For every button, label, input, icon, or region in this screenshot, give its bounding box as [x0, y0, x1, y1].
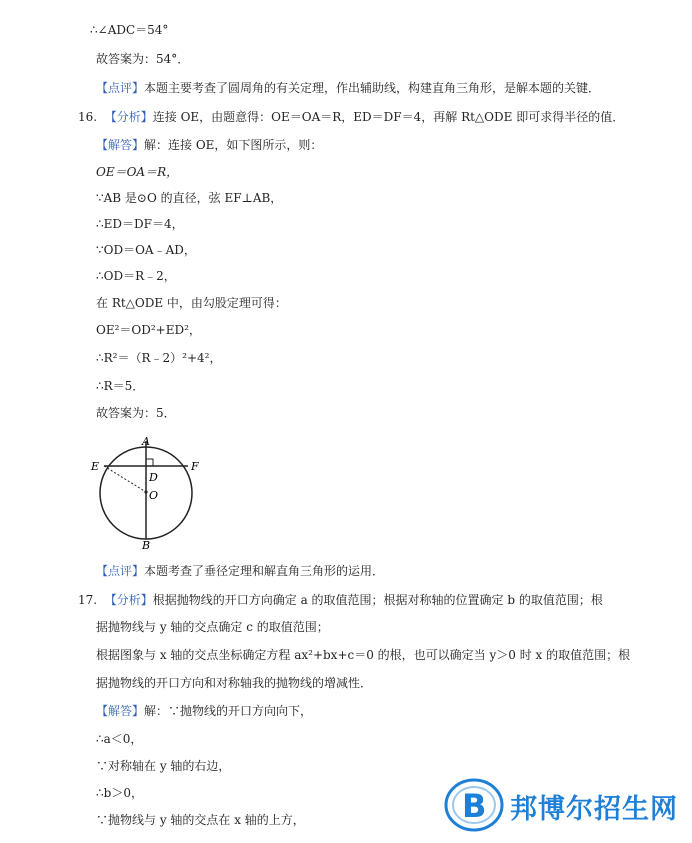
right-angle-mark — [146, 459, 153, 466]
label-o: O — [149, 489, 159, 502]
center-dot — [144, 490, 147, 493]
solution-16-head: 【解答】解：连接 OE，如下图所示，则： — [96, 138, 323, 152]
solution-tag: 【解答】 — [96, 704, 145, 718]
svg-text:B: B — [462, 787, 487, 825]
review-tag: 【点评】 — [96, 81, 145, 95]
step-10: 故答案为：5． — [96, 406, 176, 420]
label-e: E — [91, 460, 100, 473]
analysis-17-line4: 据抛物线的开口方向和对称轴我的抛物线的增减性． — [96, 676, 373, 690]
step-7: OE²＝OD²+ED²， — [96, 323, 201, 337]
analysis-17-line3: 根据图象与 x 轴的交点坐标确定方程 ax²+bx+c＝0 的根，也可以确定当 y＞0 时 x 的取值范围；根 — [96, 648, 631, 662]
step-9: ∴R＝5． — [96, 379, 145, 393]
analysis-tag: 【分析】 — [104, 110, 153, 124]
step-6: 在 Rt△ODE 中，由勾股定理可得： — [96, 296, 287, 310]
b-logo-icon — [444, 777, 504, 833]
label-b: B — [142, 539, 151, 552]
step-17-3: ∴b＞0， — [96, 786, 143, 800]
review-tag: 【点评】 — [96, 564, 145, 578]
watermark-text: 邦博尔招生网 — [510, 794, 678, 825]
label-d: D — [149, 471, 158, 484]
analysis-tag: 【分析】 — [104, 593, 153, 607]
watermark-logo — [444, 777, 684, 833]
label-f: F — [191, 460, 199, 473]
question-17-analysis: 17. 【分析】根据抛物线的开口方向确定 a 的取值范围；根据对称轴的位置确定 b 的取值范围；根 — [78, 593, 603, 607]
analysis-17-line2: 据抛物线与 y 轴的交点确定 c 的取值范围； — [96, 620, 329, 634]
step-5: ∴OD＝R﹣2， — [96, 269, 176, 283]
question-16-analysis: 16. 【分析】连接 OE，由题意得：OE＝OA＝R，ED＝DF＝4，再解 Rt△ODE 即可求得半径的值． — [78, 110, 625, 124]
step-4: ∵OD＝OA﹣AD， — [96, 243, 196, 257]
review-16: 【点评】本题考查了垂径定理和解直角三角形的运用． — [96, 564, 385, 578]
step-17-4: ∵抛物线与 y 轴的交点在 x 轴的上方， — [96, 813, 305, 827]
review-15: 【点评】本题主要考查了圆周角的有关定理，作出辅助线，构建直角三角形，是解本题的关键． — [96, 81, 601, 95]
step-3: ∴ED＝DF＝4， — [96, 217, 184, 231]
solution-17-head: 【解答】解：∵抛物线的开口方向向下， — [96, 704, 313, 718]
step-17-1: ∴a＜0， — [96, 732, 143, 746]
segment-oe — [104, 466, 146, 492]
solution-tag: 【解答】 — [96, 138, 145, 152]
step-8: ∴R²＝（R﹣2）²+4²， — [96, 351, 222, 365]
step-2: ∵AB 是⊙O 的直径，弦 EF⊥AB， — [96, 191, 283, 205]
text-line-adc: ∴∠ADC＝54° — [90, 23, 169, 37]
step-17-2: ∵对称轴在 y 轴的右边， — [96, 759, 231, 773]
text-line-answer-54: 故答案为：54°． — [96, 52, 190, 66]
label-a: A — [142, 435, 150, 448]
circle-figure — [90, 433, 202, 553]
step-1: OE＝OA＝R， — [96, 165, 179, 179]
